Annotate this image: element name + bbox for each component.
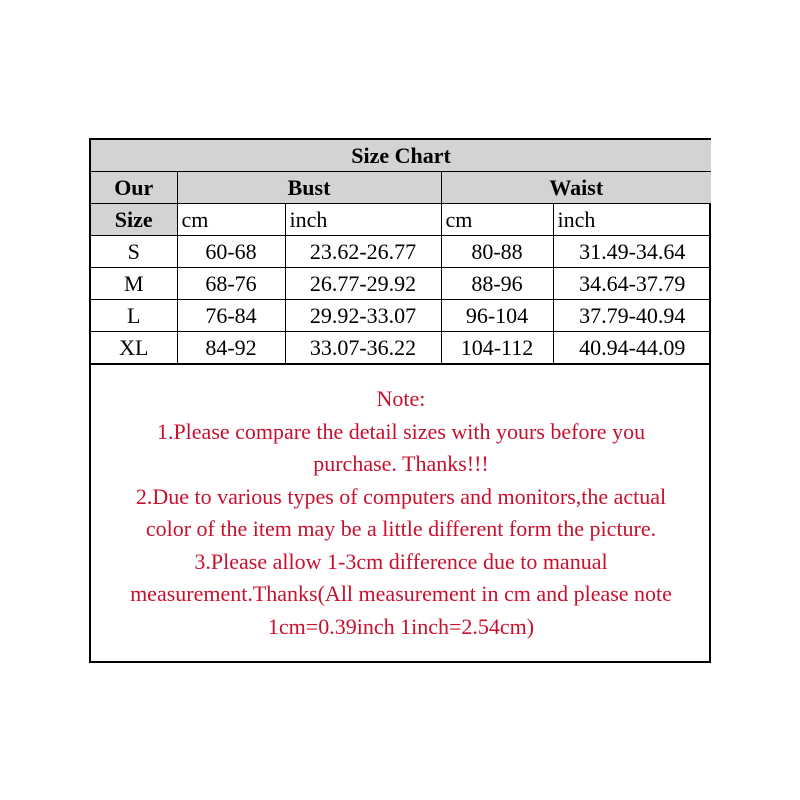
bust-cm-cell: 84-92 — [177, 332, 285, 365]
bust-inch-cell: 33.07-36.22 — [285, 332, 441, 365]
size-cell: M — [91, 268, 177, 300]
note-line: 3.Please allow 1-3cm difference due to manual — [194, 548, 608, 574]
size-cell: S — [91, 236, 177, 268]
waist-cm-cell: 88-96 — [441, 268, 553, 300]
note-line: 2.Due to various types of computers and monitors,the actual — [135, 483, 667, 509]
table-row — [91, 332, 711, 365]
bust-cm-cell: 68-76 — [177, 268, 285, 300]
table-row — [91, 268, 711, 300]
notes-section — [91, 365, 711, 643]
waist-inch-cell: 40.94-44.09 — [553, 332, 711, 365]
size-header-bottom: Size — [91, 204, 177, 236]
note-line: 1cm=0.39inch 1inch=2.54cm) — [267, 613, 535, 639]
header-row — [91, 172, 711, 204]
bust-cm-header: cm — [177, 204, 285, 236]
bust-header: Bust — [177, 172, 441, 204]
bust-inch-cell: 29.92-33.07 — [285, 300, 441, 332]
waist-cm-cell: 104-112 — [441, 332, 553, 365]
size-cell: XL — [91, 332, 177, 365]
size-cell: L — [91, 300, 177, 332]
title-row — [91, 140, 711, 172]
note-heading: Note: — [376, 386, 426, 411]
table-row — [91, 236, 711, 268]
size-chart — [89, 138, 711, 663]
size-header-top: Our — [91, 172, 177, 204]
waist-cm-cell: 96-104 — [441, 300, 553, 332]
waist-inch-header: inch — [553, 204, 711, 236]
bust-inch-cell: 26.77-29.92 — [285, 268, 441, 300]
waist-inch-cell: 37.79-40.94 — [553, 300, 711, 332]
waist-cm-cell: 80-88 — [441, 236, 553, 268]
table-row — [91, 300, 711, 332]
bust-cm-cell: 76-84 — [177, 300, 285, 332]
bust-inch-cell: 23.62-26.77 — [285, 236, 441, 268]
bust-inch-header: inch — [285, 204, 441, 236]
chart-title: Size Chart — [91, 140, 711, 172]
bust-cm-cell: 60-68 — [177, 236, 285, 268]
note-line: 1.Please compare the detail sizes with yours before you — [156, 418, 646, 444]
note-line: color of the item may be a little different form the picture. — [145, 516, 657, 541]
note-line: measurement.Thanks(All measurement in cm and please note — [130, 581, 672, 606]
size-table — [91, 140, 711, 365]
waist-header: Waist — [441, 172, 711, 204]
waist-inch-cell: 31.49-34.64 — [553, 236, 711, 268]
waist-cm-header: cm — [441, 204, 553, 236]
unit-row — [91, 204, 711, 236]
note-line: purchase. Thanks!!! — [313, 451, 489, 476]
waist-inch-cell: 34.64-37.79 — [553, 268, 711, 300]
